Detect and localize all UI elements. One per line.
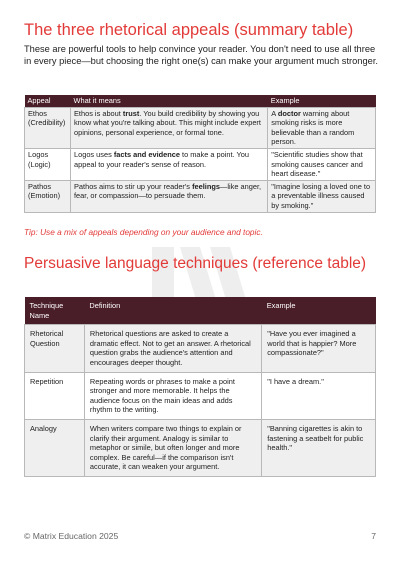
column-header-definition: Definition — [84, 297, 261, 325]
technique-example-cell: "Have you ever imagined a world that is happier? More compassionate?" — [262, 325, 376, 372]
intro-paragraph: These are powerful tools to help convince your reader. You don't need to use all three in every piece—but choosing the right one(s) can make your argument much stronger. — [24, 44, 378, 67]
page-footer — [24, 531, 376, 541]
appeal-name-cell: Ethos (Credibility) — [25, 107, 71, 148]
appeal-meaning-cell: Ethos is about trust. You build credibility by showing you know what you're talking about. This might include expert opinions, personal experience, or formal tone. — [70, 107, 267, 148]
copyright-text: © Matrix Education 2025 — [24, 531, 119, 541]
technique-name-cell: Repetition — [25, 372, 85, 419]
appeal-name-cell: Pathos (Emotion) — [25, 180, 71, 212]
column-header-appeal: Appeal — [25, 95, 71, 107]
tip-text: Tip: Use a mix of appeals depending on your audience and topic. — [24, 227, 263, 237]
table-row — [25, 180, 376, 212]
page-heading-rhetorical-appeals: The three rhetorical appeals (summary table) — [24, 21, 354, 39]
technique-definition-cell: Repeating words or phrases to make a point stronger and more memorable. It helps the audience focus on the main ideas and adds rhythm to the writing. — [84, 372, 261, 419]
appeal-meaning-cell: Logos uses facts and evidence to make a point. You appeal to your reader's sense of reason. — [70, 148, 267, 180]
rhetorical-appeals-table — [24, 95, 376, 213]
appeal-meaning-cell: Pathos aims to stir up your reader's feelings—like anger, fear, or compassion—to persuade them. — [70, 180, 267, 212]
table-row — [25, 107, 376, 148]
appeal-example-cell: "Scientific studies show that smoking causes cancer and heart disease." — [268, 148, 376, 180]
column-header-example: Example — [262, 297, 376, 325]
appeal-name-cell: Logos (Logic) — [25, 148, 71, 180]
technique-name-cell: Rhetorical Question — [25, 325, 85, 372]
table-header-row — [25, 95, 376, 107]
appeal-example-cell: A doctor warning about smoking risks is more believable than a random person. — [268, 107, 376, 148]
table-row — [25, 372, 376, 419]
table-row — [25, 325, 376, 372]
technique-definition-cell: Rhetorical questions are asked to create a dramatic effect. Not to get an answer. A rhetorical question grabs the audience's attention and encourages deeper thought. — [84, 325, 261, 372]
table-row — [25, 419, 376, 476]
column-header-technique-name: Technique Name — [25, 297, 85, 325]
persuasive-techniques-table — [24, 297, 376, 477]
technique-definition-cell: When writers compare two things to explain or clarify their argument. Analogy is similar to metaphor or simile, but often longer and more complex. Be careful—if the comparison isn't accurate, it can weaken your argument. — [84, 419, 261, 476]
table-header-row — [25, 297, 376, 325]
technique-example-cell: "I have a dream." — [262, 372, 376, 419]
appeal-example-cell: "Imagine losing a loved one to a preventable illness caused by smoking." — [268, 180, 376, 212]
page-number: 7 — [371, 531, 376, 541]
column-header-meaning: What it means — [70, 95, 267, 107]
column-header-example: Example — [268, 95, 376, 107]
page-heading-persuasive-techniques: Persuasive language techniques (reference table) — [24, 255, 367, 272]
technique-name-cell: Analogy — [25, 419, 85, 476]
table-row — [25, 148, 376, 180]
technique-example-cell: "Banning cigarettes is akin to fastening a seatbelt for public health." — [262, 419, 376, 476]
